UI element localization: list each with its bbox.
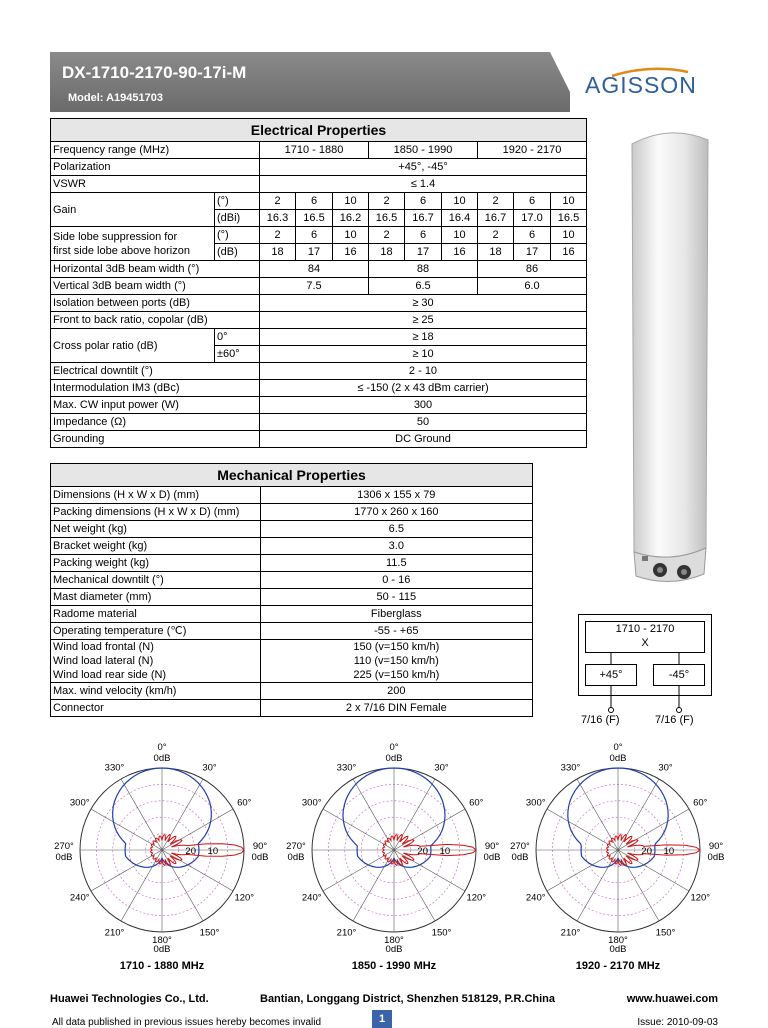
- row-label: VSWR: [51, 176, 260, 193]
- angle-label-120: 120°: [690, 892, 711, 904]
- validity-note: All data published in previous issues hereby becomes invalid: [52, 1017, 322, 1028]
- company-name: Huawei Technologies Co., Ltd.: [50, 993, 209, 1005]
- table-row: [51, 538, 533, 555]
- db-label-top: 0dB: [609, 753, 627, 764]
- table-row: [51, 159, 587, 176]
- polar-spoke: [547, 850, 618, 891]
- db-label-left: 0dB: [55, 852, 73, 863]
- antenna-product-image: [622, 128, 718, 598]
- sls-cell: 18: [478, 244, 514, 261]
- angle-label-90: 90°: [708, 841, 724, 852]
- angle-label-30: 30°: [434, 762, 449, 774]
- row-label: Cross polar ratio (dB): [51, 329, 215, 363]
- website-link[interactable]: www.huawei.com: [626, 993, 718, 1005]
- port-minus45: -45°: [653, 664, 705, 686]
- row-value: 86: [478, 261, 587, 278]
- angle-label-330: 330°: [104, 762, 125, 774]
- row-label: Operating temperature (℃): [51, 623, 261, 640]
- table-row: [51, 227, 587, 244]
- db-label-top: 0dB: [153, 753, 171, 764]
- polar-caption: 1710 - 1880 MHz: [119, 960, 205, 972]
- row-label: Mechanical downtilt (°): [51, 572, 261, 589]
- model-number: Model: A19451703: [68, 92, 163, 104]
- tilt-cell: 2: [478, 193, 514, 210]
- angle-label-180: 180°: [608, 935, 628, 946]
- tilt-cell: 6: [405, 193, 442, 210]
- row-value: ≥ 10: [260, 346, 587, 363]
- sls-cell: 17: [405, 244, 442, 261]
- db-label-left: 0dB: [511, 852, 529, 863]
- polar-spoke: [394, 779, 435, 850]
- polar-pattern-1: [50, 740, 274, 980]
- wind-values: [260, 640, 532, 683]
- angle-label-60: 60°: [469, 797, 484, 809]
- polar-pattern-3: [506, 740, 730, 980]
- angle-label-300: 300°: [525, 797, 546, 809]
- row-value: ≤ 1.4: [260, 176, 587, 193]
- wind-value: 225 (v=150 km/h): [353, 669, 440, 681]
- db-label-10: 10: [663, 846, 675, 857]
- tilt-cell: 2: [478, 227, 514, 244]
- gain-cell: 17.0: [514, 210, 551, 227]
- polar-spoke: [394, 850, 435, 921]
- unit-cell: (dB): [215, 244, 260, 261]
- row-label: Dimensions (H x W x D) (mm): [51, 487, 261, 504]
- angle-label-60: 60°: [693, 797, 708, 809]
- gain-cell: 16.3: [260, 210, 296, 227]
- angle-label-270: 270°: [54, 841, 74, 852]
- polar-spoke: [323, 850, 394, 891]
- row-value: ≥ 25: [260, 312, 587, 329]
- tilt-cell: 10: [442, 193, 478, 210]
- row-value: 50: [260, 414, 587, 431]
- table-row: [51, 589, 533, 606]
- polar-plot: [50, 740, 274, 960]
- wind-label: Wind load lateral (N): [53, 655, 154, 667]
- table-row: [51, 142, 587, 159]
- row-value: ≤ -150 (2 x 43 dBm carrier): [260, 380, 587, 397]
- unit-cell: (dBi): [215, 210, 260, 227]
- table-row: [51, 700, 533, 717]
- row-label: Gain: [51, 193, 215, 227]
- db-label-top: 0dB: [385, 753, 403, 764]
- polar-spoke: [618, 850, 689, 891]
- wind-value: 150 (v=150 km/h): [353, 641, 440, 653]
- row-value: 2 - 10: [260, 363, 587, 380]
- header-banner: [50, 52, 718, 112]
- angle-label-0: 0°: [389, 742, 399, 753]
- row-value: 7.5: [260, 278, 369, 295]
- unit-cell: (°): [215, 227, 260, 244]
- row-value: 1306 x 155 x 79: [260, 487, 532, 504]
- sls-label: [51, 227, 215, 261]
- row-value: -55 - +65: [260, 623, 532, 640]
- db-label-10: 10: [439, 846, 451, 857]
- table-row: [51, 414, 587, 431]
- row-value: 6.0: [478, 278, 587, 295]
- mechanical-title: Mechanical Properties: [51, 464, 533, 487]
- electrical-properties-table: [50, 118, 587, 448]
- polar-spoke: [547, 809, 618, 850]
- angle-label-90: 90°: [252, 841, 268, 852]
- sls-cell: 17: [514, 244, 551, 261]
- table-row: [51, 431, 587, 448]
- wind-label: Wind load frontal (N): [53, 641, 154, 653]
- row-value: 1770 x 260 x 160: [260, 504, 532, 521]
- gain-cell: 16.5: [551, 210, 587, 227]
- table-row: [51, 397, 587, 414]
- angle-label-300: 300°: [69, 797, 90, 809]
- row-value: 50 - 115: [260, 589, 532, 606]
- polar-caption: 1920 - 2170 MHz: [575, 960, 661, 972]
- db-label-left: 0dB: [287, 852, 305, 863]
- row-value: ≥ 18: [260, 329, 587, 346]
- row-value: 200: [260, 683, 532, 700]
- row-value: ≥ 30: [260, 295, 587, 312]
- table-row: [51, 176, 587, 193]
- row-value: 0 - 16: [260, 572, 532, 589]
- angle-label-210: 210°: [104, 927, 125, 939]
- tilt-cell: 6: [405, 227, 442, 244]
- table-row: [51, 504, 533, 521]
- table-row: [51, 623, 533, 640]
- page-number: 1: [372, 1010, 392, 1028]
- angle-label-240: 240°: [301, 892, 322, 904]
- row-label: Max. wind velocity (km/h): [51, 683, 261, 700]
- tilt-cell: 10: [551, 227, 587, 244]
- polar-caption: 1850 - 1990 MHz: [351, 960, 437, 972]
- agisson-logo: AGISSON: [585, 72, 697, 98]
- polar-plot: [282, 740, 506, 960]
- tilt-cell: 6: [296, 227, 333, 244]
- diagram-x: X: [641, 637, 649, 649]
- angle-label-150: 150°: [431, 927, 452, 939]
- row-value: +45°, -45°: [260, 159, 587, 176]
- tilt-cell: 2: [369, 193, 405, 210]
- db-label-right: 0dB: [707, 852, 725, 863]
- table-row: [51, 606, 533, 623]
- table-row: [51, 521, 533, 538]
- angle-label-180: 180°: [152, 935, 172, 946]
- table-row: [51, 193, 587, 210]
- angle-label-30: 30°: [202, 762, 217, 774]
- row-label: Radome material: [51, 606, 261, 623]
- tilt-cell: 10: [442, 227, 478, 244]
- table-row: [51, 640, 533, 683]
- db-label-bottom: 0dB: [385, 944, 403, 955]
- tilt-cell: 10: [333, 227, 369, 244]
- row-label: Isolation between ports (dB): [51, 295, 260, 312]
- angle-label-270: 270°: [286, 841, 306, 852]
- angle-label-180: 180°: [384, 935, 404, 946]
- table-row: [51, 363, 587, 380]
- table-row: [51, 555, 533, 572]
- angle-label-210: 210°: [560, 927, 581, 939]
- row-label: Max. CW input power (W): [51, 397, 260, 414]
- issue-date: Issue: 2010-09-03: [637, 1017, 718, 1028]
- row-label: Packing weight (kg): [51, 555, 261, 572]
- tilt-cell: 6: [296, 193, 333, 210]
- unit-cell: ±60°: [215, 346, 260, 363]
- wind-label: Wind load rear side (N): [53, 669, 167, 681]
- table-row: [51, 683, 533, 700]
- gain-cell: 16.5: [369, 210, 405, 227]
- table-row: [51, 312, 587, 329]
- company-address: Bantian, Longgang District, Shenzhen 518129, P.R.China: [260, 993, 556, 1005]
- sls-cell: 17: [296, 244, 333, 261]
- tilt-cell: 10: [333, 193, 369, 210]
- product-title: DX-1710-2170-90-17i-M: [62, 63, 247, 82]
- angle-label-60: 60°: [237, 797, 252, 809]
- angle-label-210: 210°: [336, 927, 357, 939]
- polar-spoke: [618, 850, 659, 921]
- row-label: Horizontal 3dB beam width (°): [51, 261, 260, 278]
- tilt-cell: 6: [514, 227, 551, 244]
- db-label-right: 0dB: [483, 852, 501, 863]
- row-label: Bracket weight (kg): [51, 538, 261, 555]
- connector-label-1: 7/16 (F): [581, 714, 620, 726]
- row-value: DC Ground: [260, 431, 587, 448]
- polar-spoke: [162, 850, 203, 921]
- angle-label-240: 240°: [525, 892, 546, 904]
- unit-cell: (°): [215, 193, 260, 210]
- angle-label-330: 330°: [336, 762, 357, 774]
- db-label-20: 20: [641, 846, 652, 857]
- row-value: 2 x 7/16 DIN Female: [260, 700, 532, 717]
- db-label-20: 20: [417, 846, 428, 857]
- unit-cell: 0°: [215, 329, 260, 346]
- band-3: 1920 - 2170: [478, 142, 587, 159]
- table-row: [51, 329, 587, 346]
- db-label-right: 0dB: [251, 852, 269, 863]
- row-label: Connector: [51, 700, 261, 717]
- polar-spoke: [618, 809, 689, 850]
- row-value: 6.5: [369, 278, 478, 295]
- band-1: 1710 - 1880: [260, 142, 369, 159]
- gain-cell: 16.2: [333, 210, 369, 227]
- angle-label-90: 90°: [484, 841, 500, 852]
- row-label: Frequency range (MHz): [51, 142, 260, 159]
- tilt-cell: 6: [514, 193, 551, 210]
- port-diagram: [578, 614, 712, 734]
- sls-cell: 18: [260, 244, 296, 261]
- sls-cell: 16: [442, 244, 478, 261]
- table-row: [51, 572, 533, 589]
- row-value: 300: [260, 397, 587, 414]
- row-label: Front to back ratio, copolar (dB): [51, 312, 260, 329]
- gain-cell: 16.7: [478, 210, 514, 227]
- row-value: 11.5: [260, 555, 532, 572]
- row-label: Grounding: [51, 431, 260, 448]
- table-row: [51, 380, 587, 397]
- polar-spoke: [618, 779, 659, 850]
- row-label: Vertical 3dB beam width (°): [51, 278, 260, 295]
- sls-label-line1: Side lobe suppression for: [53, 230, 178, 243]
- row-label: Polarization: [51, 159, 260, 176]
- polar-spoke: [162, 779, 203, 850]
- row-label: Impedance (Ω): [51, 414, 260, 431]
- row-label: Packing dimensions (H x W x D) (mm): [51, 504, 261, 521]
- row-value: 84: [260, 261, 369, 278]
- tilt-cell: 10: [551, 193, 587, 210]
- angle-label-240: 240°: [69, 892, 90, 904]
- angle-label-0: 0°: [613, 742, 623, 753]
- row-value: 6.5: [260, 521, 532, 538]
- angle-label-150: 150°: [655, 927, 676, 939]
- tilt-cell: 2: [260, 193, 296, 210]
- polar-spoke: [91, 850, 162, 891]
- port-plus45: +45°: [585, 664, 637, 686]
- row-label: Mast diameter (mm): [51, 589, 261, 606]
- angle-label-150: 150°: [199, 927, 220, 939]
- row-value: 88: [369, 261, 478, 278]
- table-row: [51, 278, 587, 295]
- band-2: 1850 - 1990: [369, 142, 478, 159]
- polar-spoke: [394, 809, 465, 850]
- table-row: [51, 295, 587, 312]
- sls-cell: 18: [369, 244, 405, 261]
- mechanical-properties-table: [50, 463, 533, 717]
- angle-label-120: 120°: [466, 892, 487, 904]
- gain-cell: 16.7: [405, 210, 442, 227]
- polar-spoke: [91, 809, 162, 850]
- tilt-cell: 2: [369, 227, 405, 244]
- db-label-20: 20: [185, 846, 196, 857]
- polar-spoke: [323, 809, 394, 850]
- sls-cell: 16: [551, 244, 587, 261]
- angle-label-300: 300°: [301, 797, 322, 809]
- row-label: Net weight (kg): [51, 521, 261, 538]
- row-value: 3.0: [260, 538, 532, 555]
- db-label-bottom: 0dB: [609, 944, 627, 955]
- electrical-title: Electrical Properties: [51, 119, 587, 142]
- db-label-10: 10: [207, 846, 219, 857]
- row-label: Intermodulation IM3 (dBc): [51, 380, 260, 397]
- connector-label-2: 7/16 (F): [655, 714, 694, 726]
- tilt-cell: 2: [260, 227, 296, 244]
- polar-plot: [506, 740, 730, 960]
- polar-spoke: [394, 850, 465, 891]
- wind-value: 110 (v=150 km/h): [353, 655, 439, 667]
- row-value: Fiberglass: [260, 606, 532, 623]
- diagram-band: 1710 - 2170: [615, 623, 675, 635]
- sls-label-line2: first side lobe above horizon: [53, 244, 190, 257]
- angle-label-330: 330°: [560, 762, 581, 774]
- sls-cell: 16: [333, 244, 369, 261]
- db-label-bottom: 0dB: [153, 944, 171, 955]
- polar-pattern-2: [282, 740, 506, 980]
- angle-label-270: 270°: [510, 841, 530, 852]
- gain-cell: 16.5: [296, 210, 333, 227]
- wind-labels: [51, 640, 261, 683]
- gain-cell: 16.4: [442, 210, 478, 227]
- angle-label-120: 120°: [234, 892, 255, 904]
- table-row: [51, 487, 533, 504]
- angle-label-0: 0°: [157, 742, 167, 753]
- table-row: [51, 261, 587, 278]
- row-label: Electrical downtilt (°): [51, 363, 260, 380]
- angle-label-30: 30°: [658, 762, 673, 774]
